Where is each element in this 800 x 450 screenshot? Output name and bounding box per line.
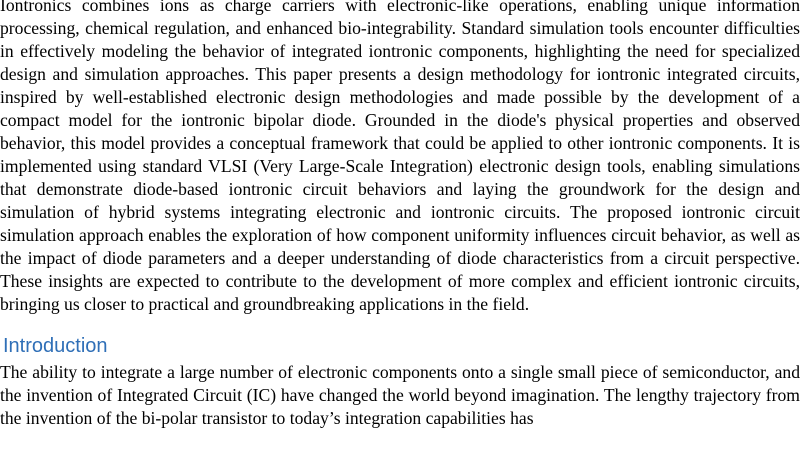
- abstract-paragraph: Iontronics combines ions as charge carriers with electronic-like operations, enabling unique information processing, chemical regulation, and enhanced bio-integrability. Standard simulation tools encounter difficulties in effectively modeling the behavior of integrated iontronic components, highlighting the need for specialized design and simulation approaches. This paper presents a design methodology for iontronic integrated circuits, inspired by well-established electronic design methodologies and made possible by the development of a compact model for the iontronic bipolar diode. Grounded in the diode's physical properties and observed behavior, this model provides a conceptual framework that could be applied to other iontronic components. It is implemented using standard VLSI (Very Large-Scale Integration) electronic design tools, enabling simulations that demonstrate diode-based iontronic circuit behaviors and laying the groundwork for the design and simulation of hybrid systems integrating electronic and iontronic circuits. The proposed iontronic circuit simulation approach enables the exploration of how component uniformity influences circuit behavior, as well as the impact of diode parameters and a deeper understanding of diode characteristics from a circuit perspective. These insights are expected to contribute to the development of more complex and efficient iontronic circuits, bringing us closer to practical and groundbreaking applications in the field.: [0, 0, 800, 314]
- introduction-paragraph: The ability to integrate a large number of electronic components onto a single small piece of semiconductor, and the invention of Integrated Circuit (IC) have changed the world beyond imagination. The lengthy trajectory from the invention of the bi-polar transistor to today’s integration capabilities has: [0, 362, 800, 428]
- introduction-heading: Introduction: [3, 335, 108, 357]
